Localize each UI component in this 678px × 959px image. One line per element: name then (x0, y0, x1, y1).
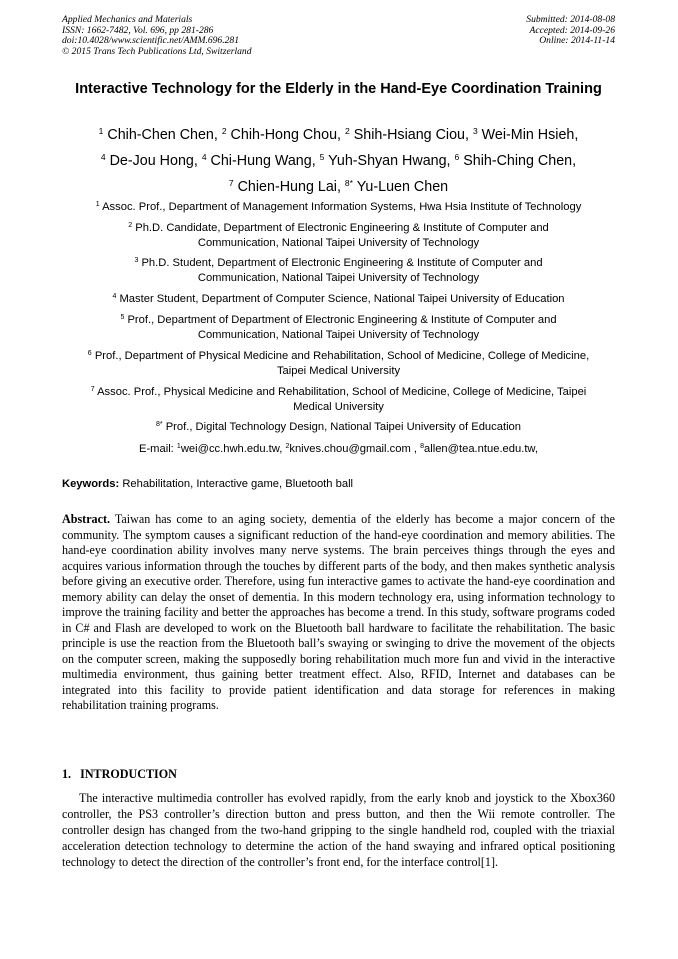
section-title: INTRODUCTION (80, 767, 177, 781)
author: $^4$ Chi-Hung Wang, (201, 152, 316, 169)
email-label: E-mail: (138, 443, 174, 455)
author: $^7$ Chien-Hung Lai, (228, 178, 341, 195)
copyright-info: © 2015 Trans Tech Publications Ltd, Switzerland (62, 45, 252, 57)
author: $^{8*}$ Yu-Luen Chen (344, 178, 449, 195)
affiliation: $^6$ Prof., Department of Physical Medicine and Rehabilitation, School of Medicine, College of Medicine, Taipei Medical University (87, 350, 590, 377)
author: $^3$ Wei-Min Hsieh, (472, 126, 579, 143)
keywords-label: Keywords: (62, 478, 120, 490)
dates-info (526, 15, 615, 47)
author: $^2$ Chih-Hong Chou, (221, 126, 342, 143)
author: $^1$ Chih-Chen Chen, (98, 126, 218, 143)
submitted-date: Submitted: 2014-08-08 (526, 14, 615, 25)
keywords (62, 477, 615, 491)
paper-title: Interactive Technology for the Elderly in the Hand-Eye Coordination Training (75, 81, 602, 97)
affiliation: $^3$ Ph.D. Student, Department of Electronic Engineering & Institute of Computer and Communication, National Taipei University of Technology (134, 257, 543, 284)
abstract-text: Taiwan has come to an aging society, dementia of the elderly has become a major concern of the community. The symptom causes a significant reduction of the hand-eye coordination and memory abilities. The hand-eye coordination ability involves many nerve systems. The brain perceives things through the eyes and acquires various information through the touches by different parts of the body, and then makes synthetic analysis before giving an executive order. Therefore, using fun interactive games to activate the hand-eye coordination and memory ability can delay the onset of dementia. In this modern technology era, using information technology to improve the training facility and better the approaches has become a trend. In this study, software programs coded in C# and Flash are developed to work on the Bluetooth ball hardware to facilitate the rehabilitation. The basic principle is use the reaction from the Bluetooth ball’s swaying or swinging to drive the movement of the objects on the computer screen, making the supposedly boring rehabilitation much more fun and vivid in the interactive multimedia environment, thus gaining better treatment effect. Also, RFID, Internet and databases can be integrated into this facility to provide patient identification and data storage for references in making rehabilitation training programs. (62, 512, 616, 712)
abstract (62, 512, 615, 714)
affiliation: $^7$ Assoc. Prof., Physical Medicine and Rehabilitation, School of Medicine, College of Medicine, Taipei Medical University (90, 386, 587, 413)
email-address: wei@cc.hwh.edu.tw, (180, 443, 283, 455)
section-number: 1. (62, 767, 72, 781)
accepted-date: Accepted: 2014-09-26 (529, 24, 615, 36)
email-address: allen@tea.ntue.edu.tw, (424, 443, 539, 455)
email-line: E-mail: $^1$wei@cc.hwh.edu.tw, $^2$knives.chou@gmail.com , $^8$allen@tea.ntue.edu.tw, (138, 443, 539, 455)
issn-info: ISSN: 1662-7482, Vol. 696, pp 281-286 (62, 24, 214, 36)
author-list (40, 122, 637, 200)
intro-paragraph: The interactive multimedia controller has evolved rapidly, from the early knob and joystick to the Xbox360 controller, the PS3 controller’s direction button and press button, and then the Wii remote controller. The controller design has changed from the two-hand gripping to the single handheld rod, coupled with the triaxial acceleration detection technology to determine the action of the hand swaying and infrared optical positioning technology to detect the direction of the controller’s front end, for the interface control[1]. (62, 791, 615, 869)
email-address: knives.chou@gmail.com , (289, 443, 417, 455)
affiliation: $^1$ Assoc. Prof., Department of Management Information Systems, Hwa Hsia Institute of Technology (95, 201, 582, 213)
author: $^5$ Yuh-Shyan Hwang, (319, 152, 451, 169)
section-heading (62, 767, 177, 783)
author: $^6$ Shih-Ching Chen, (454, 152, 577, 169)
author: $^4$ De-Jou Hong, (100, 152, 198, 169)
affiliation: $^{8*}$ Prof., Digital Technology Design, National Taipei University of Education (155, 421, 522, 433)
keywords-text: Rehabilitation, Interactive game, Bluetooth ball (122, 478, 354, 490)
doi-info: doi:10.4028/www.scientific.net/AMM.696.281 (62, 35, 240, 47)
journal-name: Applied Mechanics and Materials (62, 14, 193, 25)
abstract-label: Abstract. (62, 512, 111, 526)
author: $^2$ Shih-Hsiang Ciou, (345, 126, 469, 143)
affiliation: $^5$ Prof., Department of Department of Electronic Engineering & Institute of Computer and Communication, National Taipei University of Technology (120, 314, 557, 341)
journal-info (62, 15, 252, 57)
online-date: Online: 2014-11-14 (539, 35, 615, 47)
affiliation: $^4$ Master Student, Department of Computer Science, National Taipei University of Education (112, 293, 565, 305)
affiliation: $^2$ Ph.D. Candidate, Department of Electronic Engineering & Institute of Computer and Communication, National Taipei University of Technology (128, 222, 549, 249)
